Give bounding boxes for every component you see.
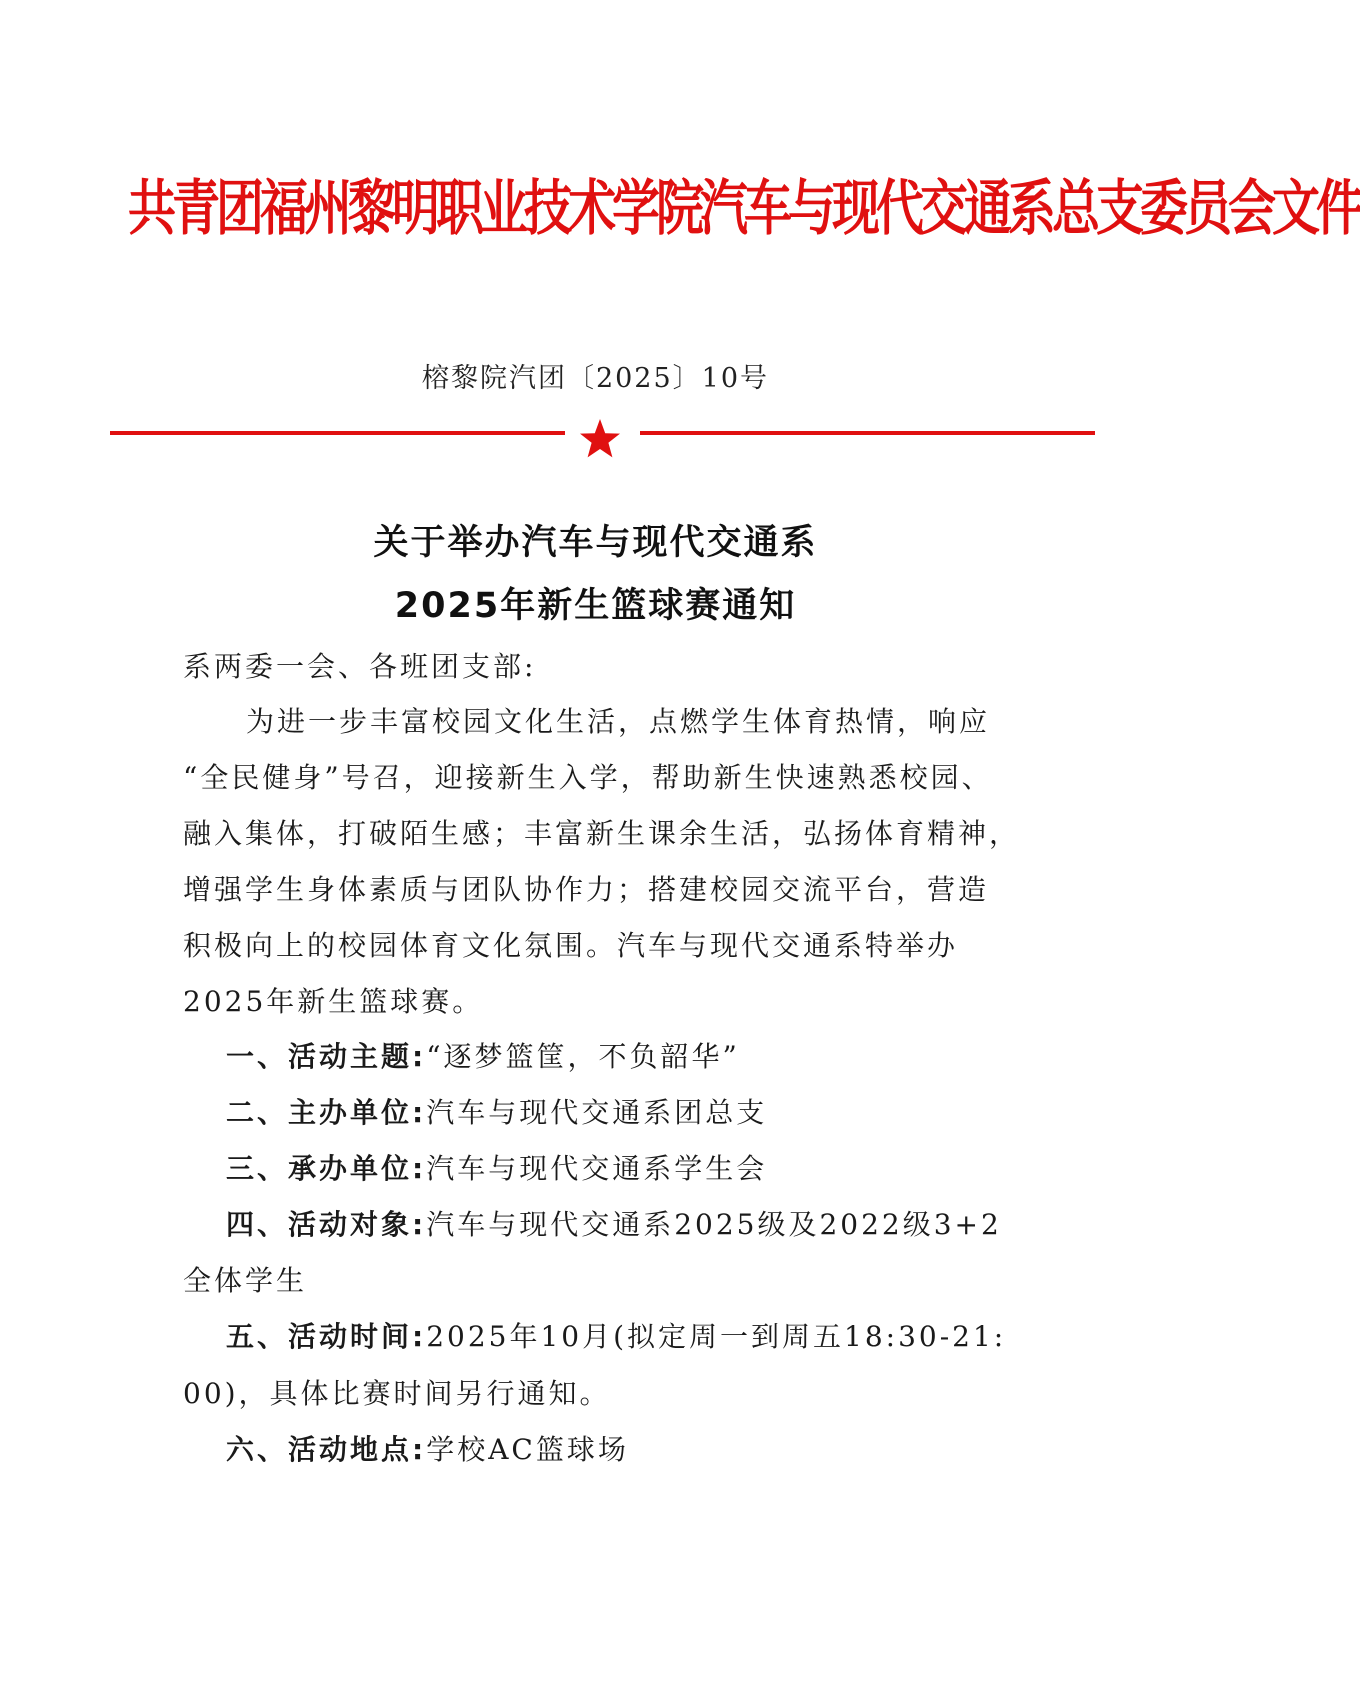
intro-line: 融入集体，打破陌生感；丰富新生课余生活，弘扬体育精神，	[183, 817, 1021, 850]
masthead-title: 共青团福州黎明职业技术学院汽车与现代交通系总支委员会文件	[128, 173, 1360, 244]
intro-line: 2025年新生篮球赛。	[183, 985, 484, 1018]
item-label: 四、活动对象:	[226, 1208, 427, 1241]
item-value: “逐梦篮筐，不负韶华”	[426, 1040, 740, 1073]
item-organizer	[226, 1093, 767, 1133]
item-activity-time	[226, 1317, 1006, 1357]
item-value: 汽车与现代交通系团总支	[426, 1096, 768, 1129]
item-value: 汽车与现代交通系学生会	[426, 1152, 768, 1185]
item-label: 一、活动主题:	[226, 1040, 427, 1073]
notice-title-line-2: 2025年新生篮球赛通知	[394, 586, 797, 626]
star-icon	[578, 417, 622, 461]
document-number: 榕黎院汽团〔2025〕10号	[421, 363, 770, 394]
notice-title-line-1: 关于举办汽车与现代交通系	[373, 523, 818, 563]
item-co-organizer	[226, 1149, 767, 1189]
red-divider-right	[640, 431, 1095, 435]
item-label: 三、承办单位:	[226, 1152, 427, 1185]
item-continuation: 全体学生	[183, 1264, 308, 1297]
item-activity-theme	[226, 1037, 740, 1077]
item-label: 六、活动地点:	[226, 1433, 427, 1466]
item-target-audience	[226, 1205, 1002, 1245]
item-value: 2025年10月(拟定周一到周五18:30-21:	[426, 1320, 1007, 1353]
item-continuation: 00)，具体比赛时间另行通知。	[183, 1377, 611, 1410]
item-activity-location	[226, 1430, 629, 1470]
intro-line: “全民健身”号召，迎接新生入学，帮助新生快速熟悉校园、	[183, 761, 993, 794]
item-label: 五、活动时间:	[226, 1320, 427, 1353]
intro-line: 为进一步丰富校园文化生活，点燃学生体育热情，响应	[246, 705, 991, 738]
red-divider-left	[110, 431, 565, 435]
salutation: 系两委一会、各班团支部:	[183, 650, 537, 683]
intro-line: 积极向上的校园体育文化氛围。汽车与现代交通系特举办	[183, 929, 959, 962]
item-value: 学校AC篮球场	[426, 1433, 629, 1466]
item-value: 汽车与现代交通系2025级及2022级3+2	[426, 1208, 1002, 1241]
intro-line: 增强学生身体素质与团队协作力；搭建校园交流平台，营造	[183, 873, 990, 906]
item-label: 二、主办单位:	[226, 1096, 427, 1129]
